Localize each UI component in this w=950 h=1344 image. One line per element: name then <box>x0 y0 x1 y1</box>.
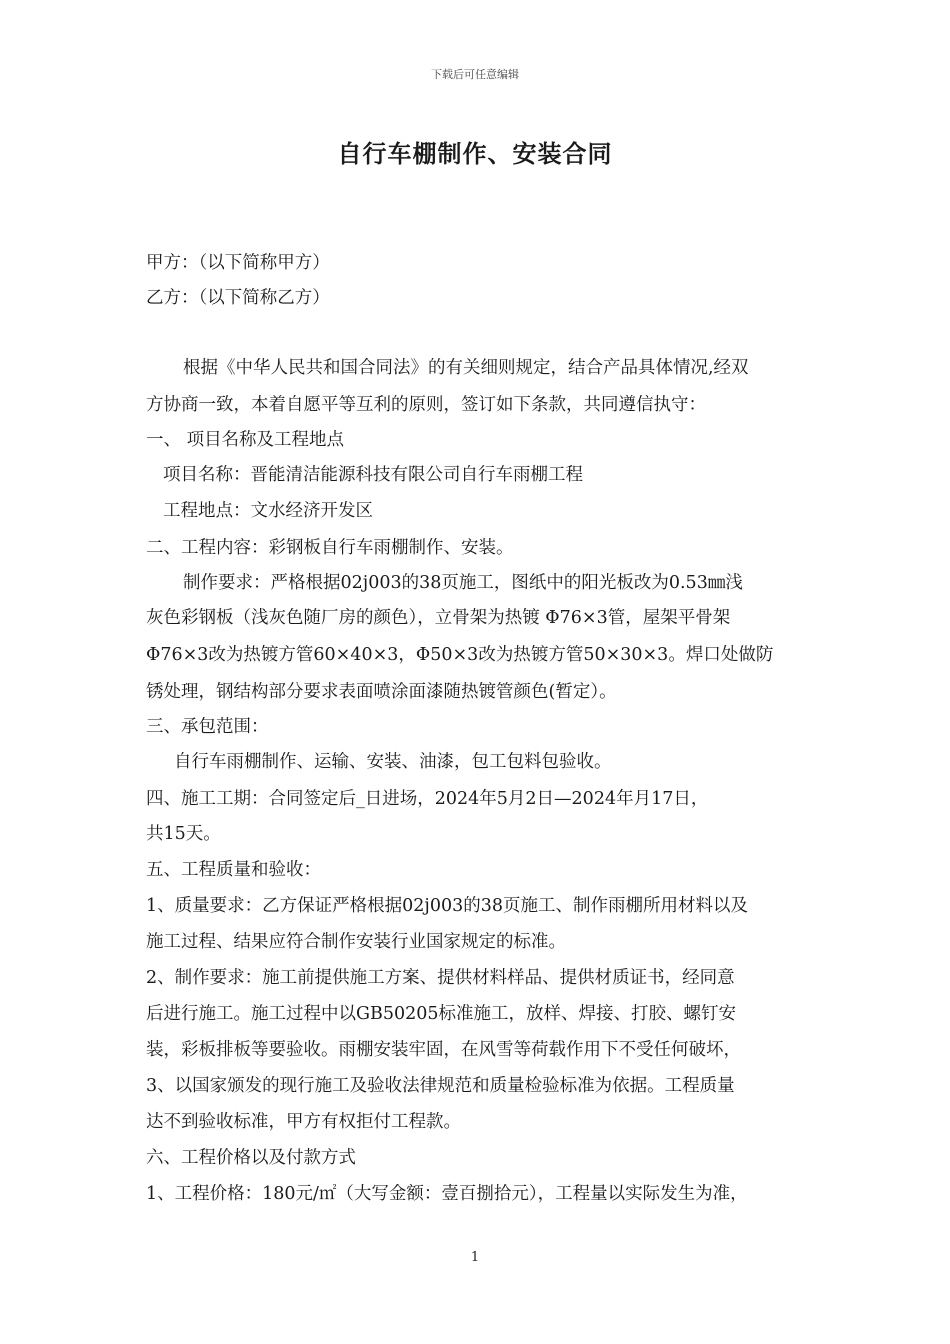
section-4-line-2: 共15天。 <box>146 824 221 844</box>
section-4-line-1: 四、施工工期：合同签定后_日进场，2024年5月2日—2024年月17日， <box>146 789 709 809</box>
party-a-line: 甲方：（以下简称甲方） <box>146 253 330 273</box>
quality-item-2-line-1: 2、制作要求：施工前提供施工方案、提供材料样品、提供材质证书，经同意 <box>146 968 735 988</box>
requirement-line-2: 灰色彩钢板（浅灰色随厂房的颜色），立骨架为热镀 Φ76×3管，屋架平骨架 <box>146 608 731 628</box>
section-2-heading: 二、工程内容：彩钢板自行车雨棚制作、安装。 <box>146 538 514 558</box>
quality-item-2-line-2: 后进行施工。施工过程中以GB50205标准施工，放样、焊接、打胶、螺钉安 <box>146 1004 737 1024</box>
preamble-line-2: 方协商一致，本着自愿平等互利的原则，签订如下条款，共同遵信执守： <box>146 395 706 415</box>
project-name-line: 项目名称：晋能清洁能源科技有限公司自行车雨棚工程 <box>163 465 583 485</box>
party-b-line: 乙方：（以下简称乙方） <box>146 288 330 308</box>
quality-item-3-line-2: 达不到验收标准，甲方有权拒付工程款。 <box>146 1112 461 1132</box>
preamble-line-1: 根据《中华人民共和国合同法》的有关细则规定，结合产品具体情况,经双 <box>183 358 749 378</box>
quality-item-2-line-3: 装，彩板排板等要验收。雨棚安装牢固，在风雪等荷载作用下不受任何破坏， <box>146 1040 741 1060</box>
section-1-heading: 一、 项目名称及工程地点 <box>146 430 345 450</box>
quality-item-1-line-1: 1、质量要求：乙方保证严格根据02j003的38页施工、制作雨棚所用材料以及 <box>146 896 748 916</box>
requirement-line-1: 制作要求：严格根据02j003的38页施工，图纸中的阳光板改为0.53㎜浅 <box>183 573 743 593</box>
document-title: 自行车棚制作、安装合同 <box>337 140 613 168</box>
header-note: 下载后可任意编辑 <box>431 68 519 81</box>
section-3-heading: 三、承包范围： <box>146 717 269 737</box>
page-number: 1 <box>470 1250 480 1265</box>
section-6-heading: 六、工程价格以及付款方式 <box>146 1148 356 1168</box>
scope-line: 自行车雨棚制作、运输、安装、油漆，包工包料包验收。 <box>174 752 612 772</box>
requirement-line-4: 锈处理，钢结构部分要求表面喷涂面漆随热镀管颜色(暂定）。 <box>146 682 617 702</box>
requirement-line-3: Φ76×3改为热镀方管60×40×3，Φ50×3改为热镀方管50×30×3。焊口处做防 <box>146 645 774 665</box>
project-location-line: 工程地点：文水经济开发区 <box>163 501 373 521</box>
quality-item-1-line-2: 施工过程、结果应符合制作安装行业国家规定的标准。 <box>146 932 566 952</box>
quality-item-3-line-1: 3、以国家颁发的现行施工及验收法律规范和质量检验标准为依据。工程质量 <box>146 1076 735 1096</box>
price-item-1-line: 1、工程价格：180元/㎡（大写金额：壹百捌拾元），工程量以实际发生为准， <box>146 1184 748 1204</box>
section-5-heading: 五、工程质量和验收： <box>146 860 321 880</box>
